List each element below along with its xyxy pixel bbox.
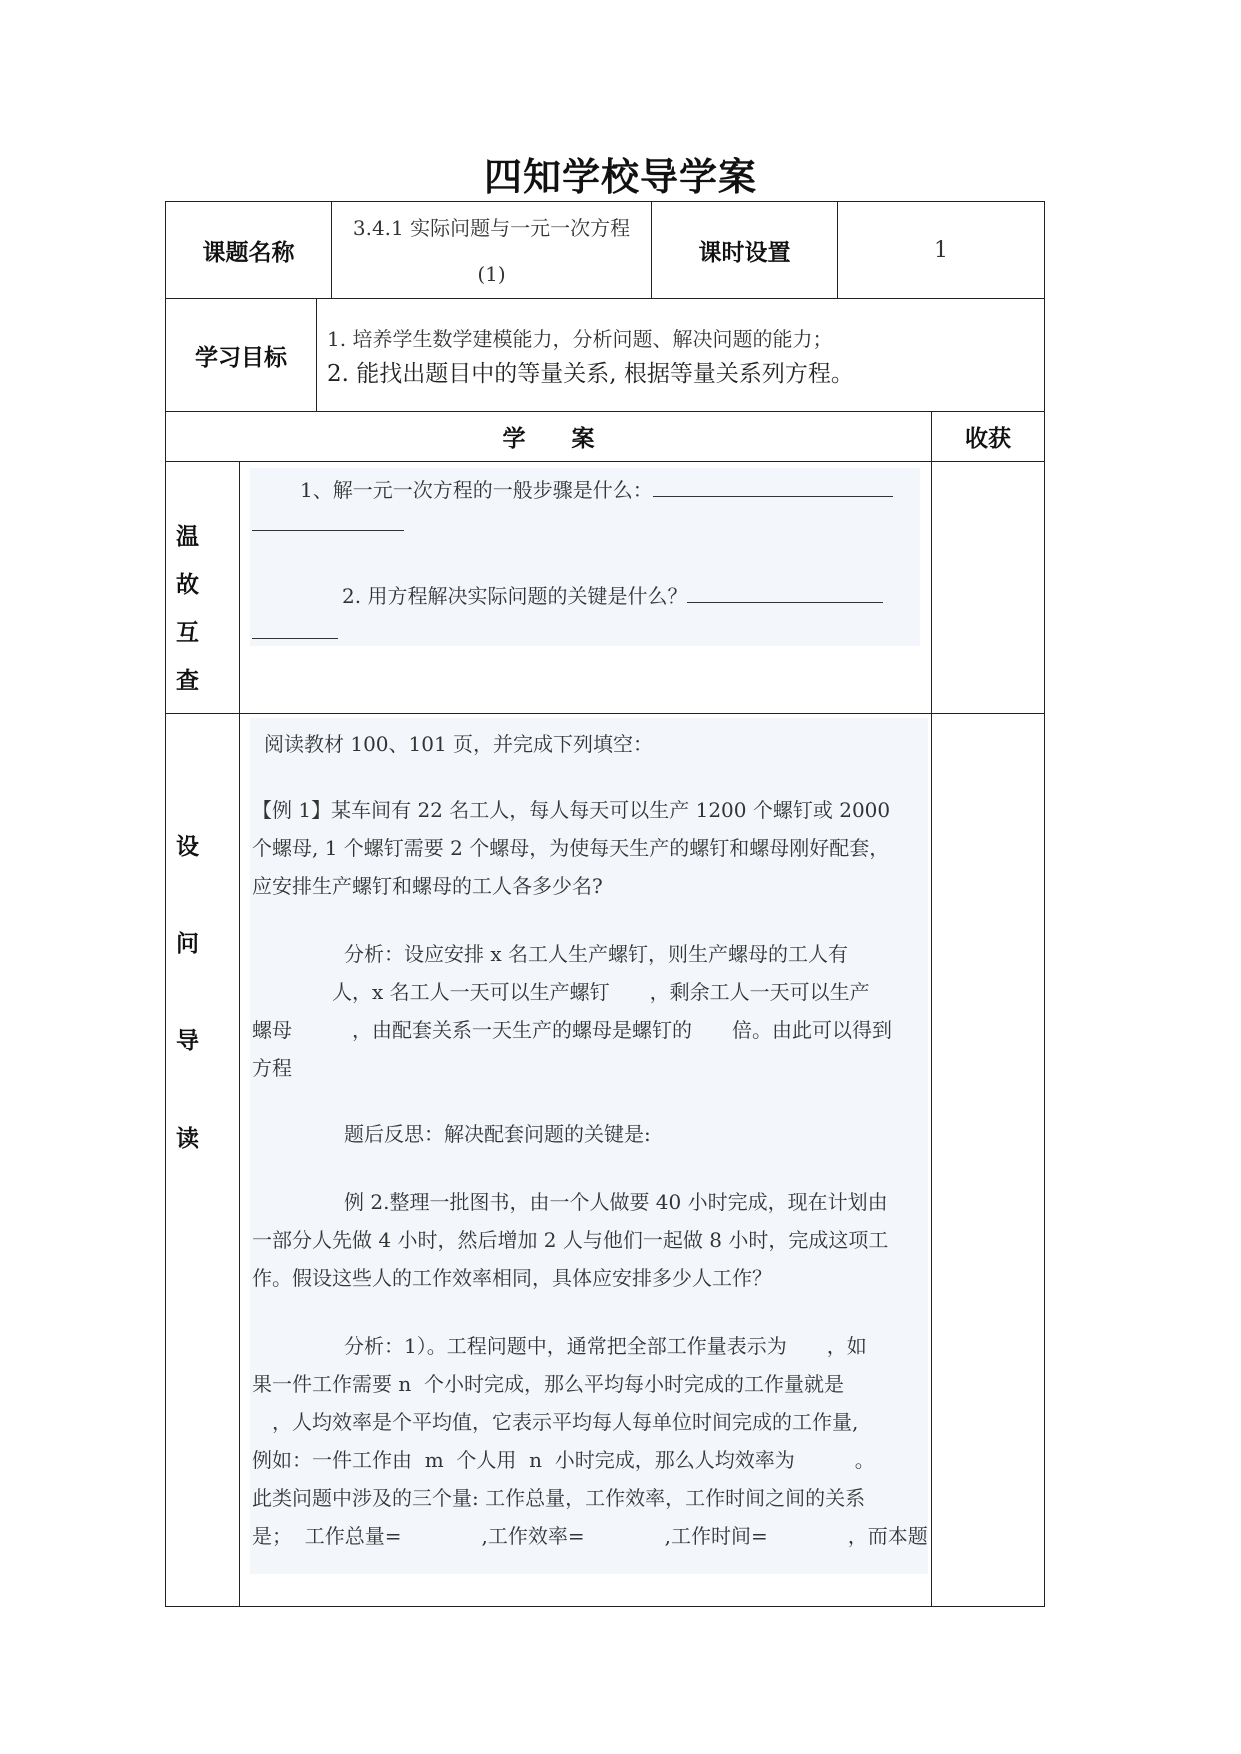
guide-content: [250, 718, 928, 1574]
guide-line: 果一件工作需要 n 个小时完成，那么平均每小时完成的工作量就是: [252, 1372, 844, 1396]
hours-value: 1: [934, 237, 948, 263]
page-title: 四知学校导学案: [483, 155, 757, 199]
review-label: [166, 462, 239, 713]
review-content: [250, 468, 920, 646]
plan-column-header: 学 案: [502, 426, 595, 452]
guide-line: 【例 1】某车间有 22 名工人，每人每天可以生产 1200 个螺钉或 2000: [252, 798, 891, 822]
review-question-1: [300, 472, 893, 508]
goals-label: 学习目标: [195, 344, 287, 371]
col-divider: [239, 461, 240, 1607]
guide-line: 螺母 ，由配套关系一天生产的螺母是螺钉的 倍。由此可以得到: [252, 1018, 892, 1042]
guide-label: [166, 714, 239, 1606]
review-label-char: 互: [176, 620, 199, 646]
review-question-2-text: 2. 用方程解决实际问题的关键是什么？: [342, 584, 688, 608]
answer-blank[interactable]: [252, 638, 338, 639]
guide-line: 分析：设应安排 x 名工人生产螺钉，则生产螺母的工人有: [344, 942, 848, 966]
row-divider: [165, 713, 1045, 714]
topic-value-line1: 3.4.1 实际问题与一元一次方程: [352, 216, 631, 240]
guide-label-char: 设: [176, 834, 199, 860]
guide-label-char: 读: [176, 1126, 199, 1152]
guide-label-char: 问: [176, 931, 199, 957]
guide-line: ，人均效率是个平均值，它表示平均每人每单位时间完成的工作量,: [252, 1410, 859, 1434]
review-label-char: 查: [176, 668, 199, 694]
guide-label-char: 导: [176, 1028, 199, 1054]
review-question-2: [342, 578, 883, 614]
guide-line: 应安排生产螺钉和螺母的工人各多少名?: [252, 874, 603, 898]
answer-blank[interactable]: [687, 582, 883, 603]
guide-line: 是； 工作总量= ,工作效率= ,工作时间= ，而本题: [252, 1524, 928, 1548]
guide-line: 例如：一件工作由 m 个人用 n 小时完成，那么人均效率为 。: [252, 1448, 875, 1472]
col-divider: [316, 298, 317, 412]
guide-line: 题后反思：解决配套问题的关键是:: [344, 1122, 651, 1146]
review-label-char: 故: [176, 572, 199, 598]
goals-list: [327, 322, 1042, 392]
col-divider: [931, 411, 932, 1607]
guide-line: 此类问题中涉及的三个量: 工作总量，工作效率，工作时间之间的关系: [252, 1486, 866, 1510]
topic-value: [332, 202, 651, 298]
gain-column-header: 收获: [965, 426, 1011, 452]
answer-blank[interactable]: [252, 530, 404, 531]
goal-item: 1. 培养学生数学建模能力，分析问题、解决问题的能力；: [327, 327, 833, 351]
answer-blank[interactable]: [653, 476, 893, 497]
guide-line: 人，x 名工人一天可以生产螺钉 ，剩余工人一天可以生产: [332, 980, 870, 1004]
guide-line: 阅读教材 100、101 页，并完成下列填空：: [264, 732, 654, 756]
review-question-1-text: 1、解一元一次方程的一般步骤是什么：: [300, 478, 653, 502]
guide-line: 一部分人先做 4 小时，然后增加 2 人与他们一起做 8 小时，完成这项工: [252, 1228, 889, 1252]
guide-line: 例 2.整理一批图书，由一个人做要 40 小时完成，现在计划由: [344, 1190, 888, 1214]
guide-line: 分析：1）。工程问题中，通常把全部工作量表示为 ，如: [344, 1334, 867, 1358]
goal-item: 2. 能找出题目中的等量关系, 根据等量关系列方程。: [327, 361, 854, 387]
topic-value-line2: (1): [477, 262, 506, 286]
review-label-char: 温: [176, 524, 199, 550]
guide-line: 方程: [252, 1056, 292, 1080]
row-divider: [165, 461, 1045, 462]
hours-label: 课时设置: [698, 239, 791, 266]
guide-line: 作。假设这些人的工作效率相同，具体应安排多少人工作？: [252, 1266, 772, 1290]
guide-line: 个螺母, 1 个螺钉需要 2 个螺母，为使每天生产的螺钉和螺母刚好配套，: [252, 836, 890, 860]
topic-label: 课题名称: [202, 239, 295, 266]
